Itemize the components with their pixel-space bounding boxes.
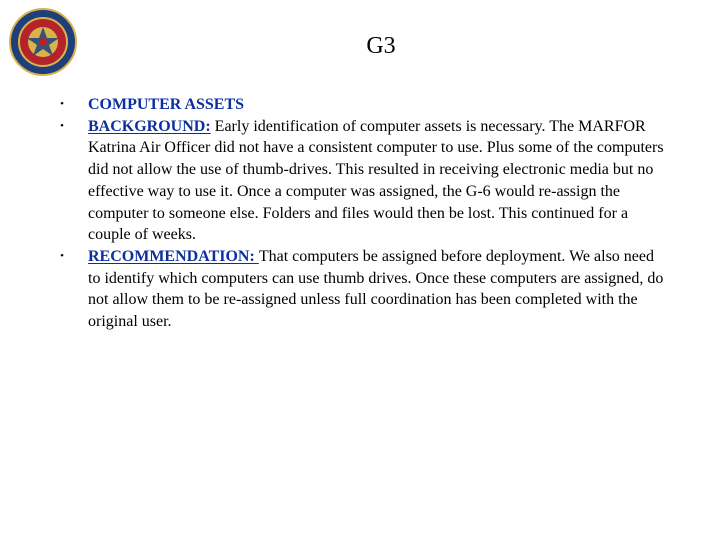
item-heading: COMPUTER ASSETS — [88, 96, 245, 113]
item-text: That computers be assigned before deployment. We also need to identify which computers can use thumb drives. Once these computers are assigned, do not allow them to be re-assigned unless full coordination has been completed with the original user. — [88, 247, 664, 331]
item-text: Early identification of computer assets is necessary. The MARFOR Katrina Air Officer did not have a consistent computer to use. Plus some of the computers did not allow the use of thumb-drives. This resulted in receiving electronic media but no effective way to use it. Once a computer was assigned, the G-6 would re-assign the computer to someone else. Folders and files would then be lost. This continued for a couple of weeks. — [88, 117, 664, 244]
content-list — [57, 94, 667, 333]
bullet-icon: • — [60, 119, 64, 132]
item-heading: RECOMMENDATION: — [88, 247, 259, 265]
bullet-icon: • — [60, 249, 64, 262]
list-item — [57, 246, 667, 333]
list-item — [57, 94, 667, 116]
list-item — [57, 116, 667, 246]
item-heading: BACKGROUND: — [88, 117, 211, 135]
page-title: G3 — [366, 33, 396, 59]
bullet-icon: • — [60, 98, 64, 110]
